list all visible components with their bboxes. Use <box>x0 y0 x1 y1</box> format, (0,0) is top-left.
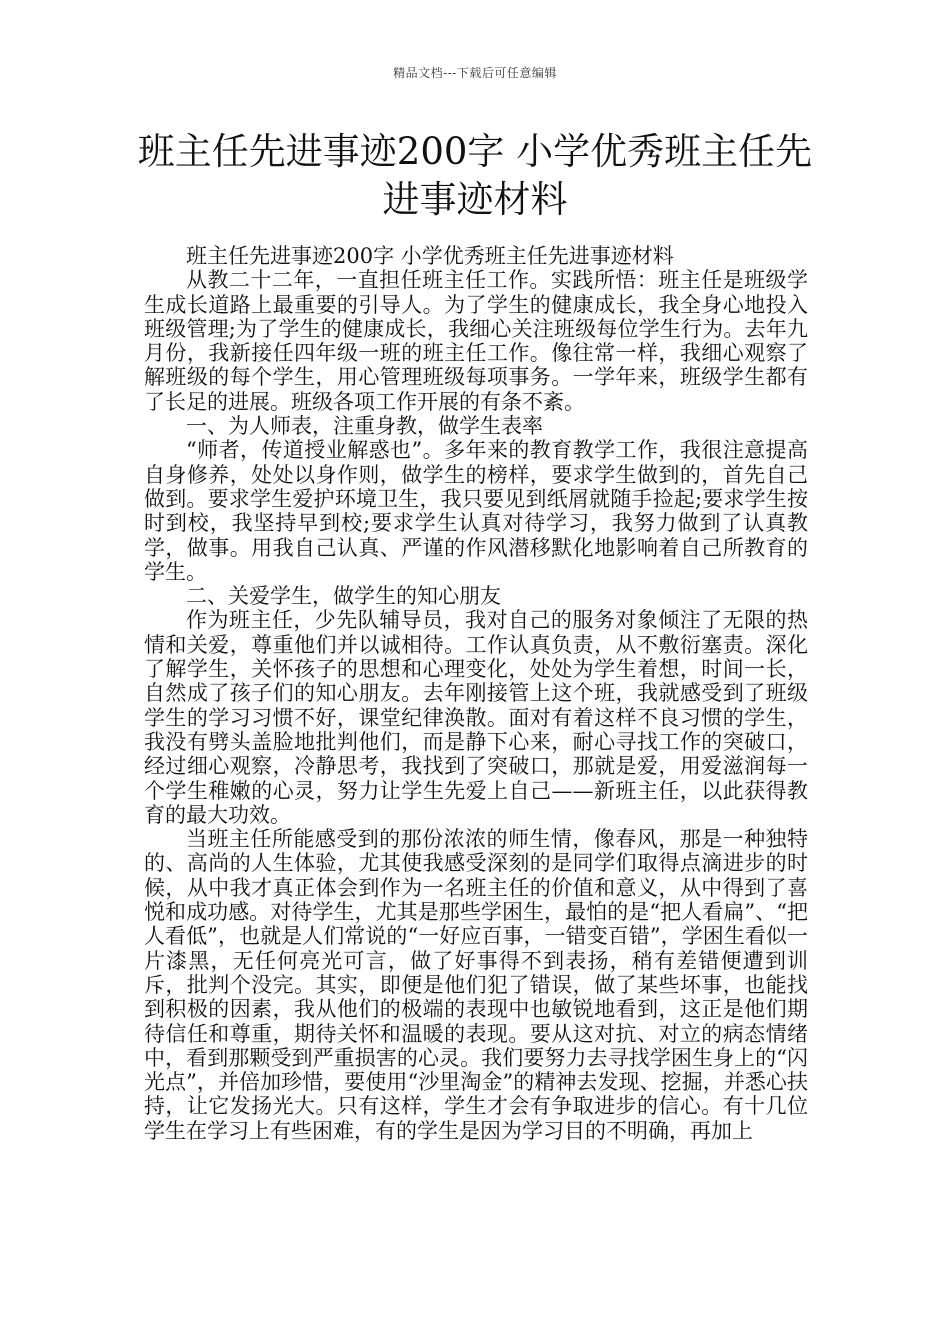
paragraph-subtitle: 班主任先进事迹200字 小学优秀班主任先进事迹材料 <box>186 244 674 268</box>
paragraph-section-2-cont: 当班主任所能感受到的那份浓浓的师生情，像春风，那是一种独特的、高尚的人生体验，尤其使我感受深刻的是同学们取得点滴进步的时候，从中我才真正体会到作为一名班主任的价值和意义，从中得到了喜悦和成功感。对待学生，尤其是那些学困生，最怕的是“把人看扁”、“把人看低”，也就是人们常说的“一好应百事，一错变百错”，学困生看似一片漆黑，无任何亮光可言，做了好事得不到表扬，稍有差错便遭到训斥，批判个没完。其实，即便是他们犯了错误，做了某些坏事，也能找到积极的因素，我从他们的极端的表现中也敏锐地看到，这正是他们期待信任和尊重，期待关怀和温暖的表现。要从这对抗、对立的病态情绪中，看到那颗受到严重损害的心灵。我们要努力去寻找学困生身上的“闪光点”，并倍加珍惜，要使用“沙里淘金”的精神去发现、挖掘，并悉心扶持，让它发扬光大。只有这样，学生才会有争取进步的信心。有十几位学生在学习上有些困难，有的学生是因为学习目的不明确，再加上 <box>144 827 808 1143</box>
paragraph-intro: 从教二十二年，一直担任班主任工作。实践所悟：班主任是班级学生成长道路上最重要的引导人。为了学生的健康成长，我全身心地投入班级管理;为了学生的健康成长，我细心关注班级每位学生行为。去年九月份，我新接任四年级一班的班主任工作。像往常一样，我细心观察了解班级的每个学生，用心管理班级每项事务。一学年来，班级学生都有了长足的进展。班级各项工作开展的有条不紊。 <box>144 268 808 414</box>
section-heading-2: 二、关爱学生，做学生的知心朋友 <box>186 584 501 609</box>
paragraph-section-2: 作为班主任，少先队辅导员，我对自己的服务对象倾注了无限的热情和关爱，尊重他们并以诚相待。工作认真负责，从不敷衍塞责。深化了解学生，关怀孩子的思想和心理变化，处处为学生着想，时间一长，自然成了孩子们的知心朋友。去年刚接管上这个班，我就感受到了班级学生的学习习惯不好，课堂纪律涣散。面对有着这样不良习惯的学生，我没有劈头盖脸地批判他们，而是静下心来，耐心寻找工作的突破口，经过细心观察，冷静思考，我找到了突破口，那就是爱，用爱滋润每一个学生稚嫩的心灵，努力让学生先爱上自己——新班主任，以此获得教育的最大功效。 <box>144 608 808 827</box>
paragraph-section-1: “师者，传道授业解惑也”。多年来的教育教学工作，我很注意提高自身修养，处处以身作则，做学生的榜样，要求学生做到的，首先自己做到。要求学生爱护环境卫生，我只要见到纸屑就随手捡起;要求学生按时到校，我坚持早到校;要求学生认真对待学习，我努力做到了认真教学，做事。用我自己认真、严谨的作风潜移默化地影响着自己所教育的学生。 <box>144 438 808 584</box>
section-heading-1: 一、为人师表，注重身教，做学生表率 <box>186 414 543 439</box>
document-body <box>144 244 808 1143</box>
running-header: 精品文档---下载后可任意编辑 <box>393 66 557 80</box>
document-title: 班主任先进事迹200字 小学优秀班主任先进事迹材料 <box>137 130 813 221</box>
